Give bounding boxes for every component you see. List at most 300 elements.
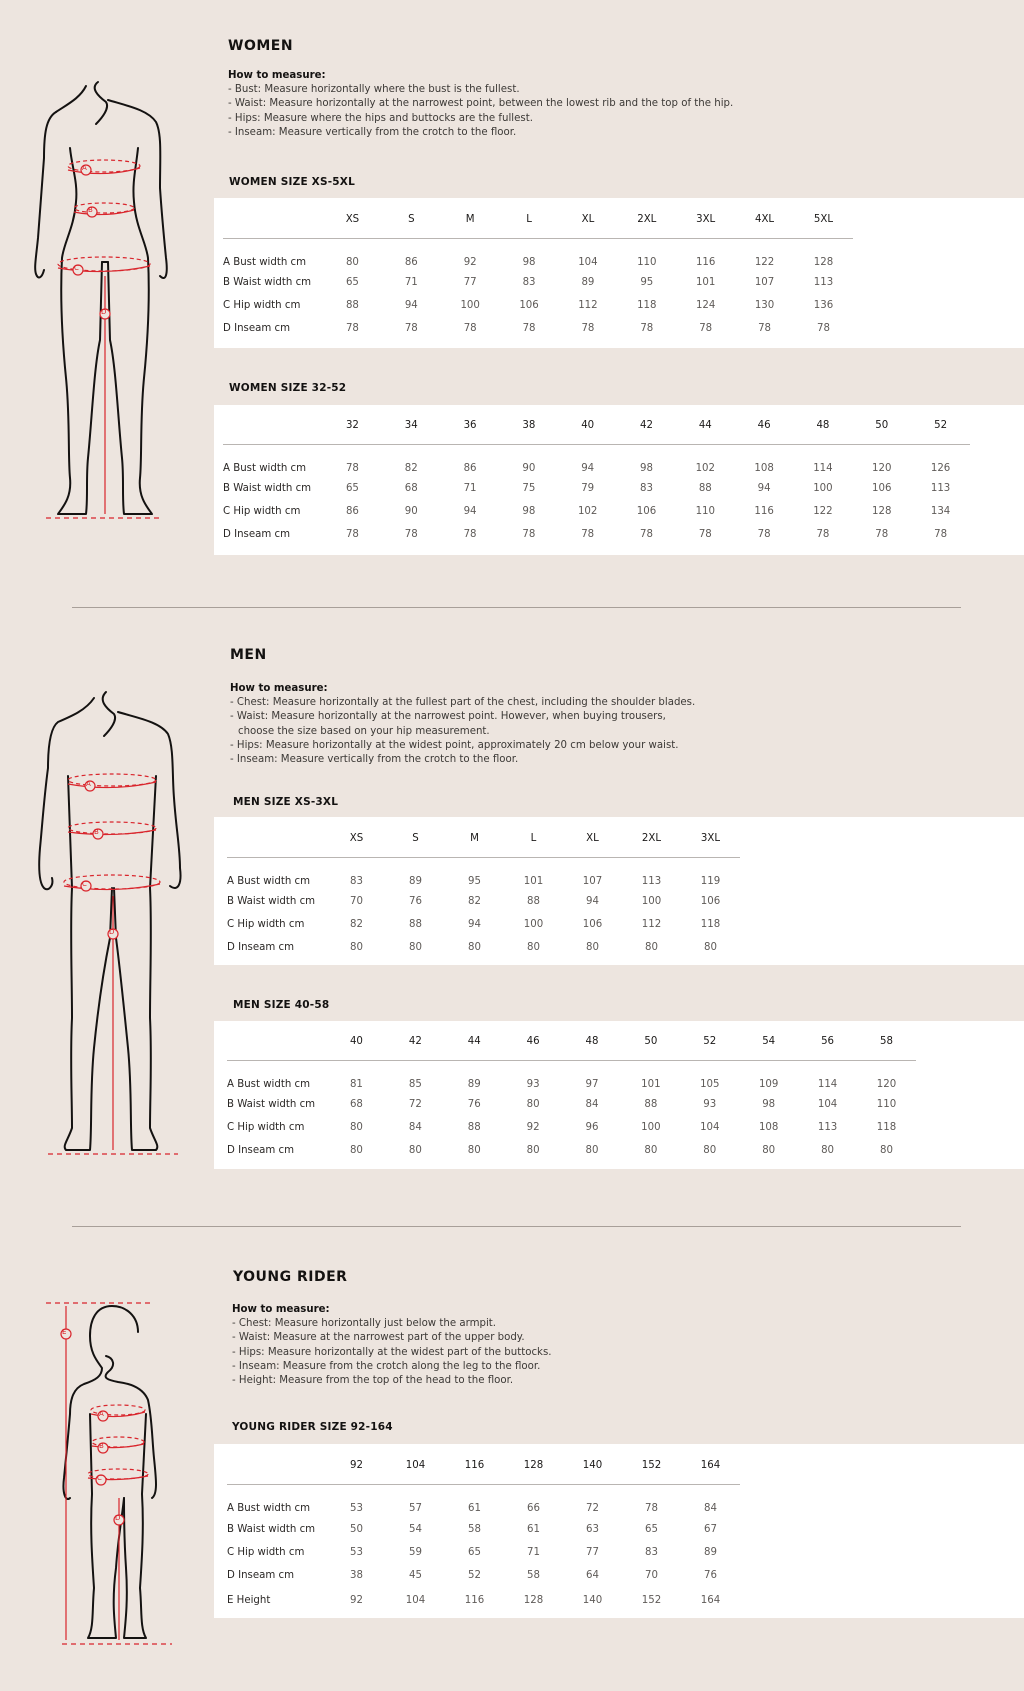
- cell: 80: [349, 1144, 363, 1156]
- cell: 108: [758, 1121, 779, 1133]
- cell: 58: [527, 1570, 540, 1581]
- cell: 78: [581, 322, 595, 334]
- table-title: WOMEN SIZE 32-52: [229, 382, 347, 394]
- cell: 83: [640, 483, 653, 494]
- cell: 80: [644, 1144, 658, 1156]
- cell: 67: [704, 1524, 717, 1535]
- young-rider-size-table-92-164: [227, 1448, 740, 1613]
- table-row: [223, 272, 853, 293]
- cell: 140: [582, 1594, 603, 1606]
- cell: 64: [586, 1570, 599, 1581]
- cell: 113: [930, 483, 951, 494]
- table-row: [227, 1518, 740, 1541]
- cell: 78: [581, 528, 595, 540]
- cell: 94: [404, 299, 418, 311]
- cell: 80: [350, 941, 363, 953]
- column-header-empty: [227, 821, 327, 857]
- cell: 53: [350, 1502, 363, 1514]
- cell: 89: [581, 277, 595, 288]
- column-header: S: [412, 833, 419, 845]
- cell: 78: [757, 528, 771, 540]
- column-header: XL: [586, 833, 599, 845]
- row-label: D Inseam cm: [227, 1570, 295, 1581]
- cell: 83: [522, 277, 536, 288]
- cell: 84: [585, 1099, 599, 1110]
- cell: 54: [409, 1524, 422, 1535]
- column-header: 42: [408, 1036, 422, 1048]
- column-header: 46: [757, 420, 771, 432]
- column-header: 116: [464, 1460, 485, 1472]
- cell: 104: [578, 256, 598, 268]
- cell: 93: [703, 1099, 717, 1110]
- table-row: [223, 317, 853, 339]
- cell: 72: [586, 1502, 599, 1514]
- column-header: M: [470, 833, 479, 845]
- how-to-heading: How to measure:: [228, 70, 326, 81]
- figure-label-b: B: [99, 1442, 104, 1450]
- how-to-heading: How to measure:: [232, 1304, 330, 1315]
- cell: 106: [519, 299, 539, 311]
- cell: 82: [404, 462, 418, 474]
- cell: 78: [645, 1502, 658, 1514]
- cell: 71: [527, 1547, 540, 1558]
- cell: 80: [880, 1144, 893, 1156]
- table-row: [223, 478, 970, 499]
- table-row: [223, 523, 970, 545]
- cell: 100: [813, 483, 833, 494]
- table-row: [227, 912, 740, 936]
- women-size-table-xs-5xl: [223, 202, 853, 339]
- cell: 80: [645, 941, 658, 953]
- table-title: MEN SIZE 40-58: [233, 999, 330, 1011]
- cell: 104: [700, 1121, 720, 1133]
- table-row: [227, 1587, 740, 1613]
- cell: 101: [641, 1078, 661, 1090]
- cell: 78: [817, 322, 830, 334]
- cell: 90: [404, 505, 418, 517]
- cell: 88: [409, 918, 422, 930]
- cell: 59: [409, 1547, 422, 1558]
- table-row: [227, 1060, 916, 1094]
- column-header: 36: [463, 420, 477, 432]
- cell: 78: [816, 528, 830, 540]
- column-header: S: [408, 214, 415, 226]
- cell: 116: [464, 1594, 485, 1606]
- column-header: 46: [526, 1036, 540, 1048]
- column-header: 50: [644, 1036, 658, 1048]
- table-row: [227, 1139, 916, 1161]
- cell: 78: [934, 528, 948, 540]
- cell: 78: [699, 322, 713, 334]
- column-header: 56: [821, 1036, 835, 1048]
- cell: 76: [467, 1099, 481, 1110]
- cell: 98: [522, 505, 536, 517]
- cell: 106: [872, 483, 892, 494]
- cell: 128: [872, 505, 892, 517]
- cell: 66: [527, 1502, 540, 1514]
- section-divider: [72, 1226, 961, 1227]
- row-label: D Inseam cm: [223, 322, 291, 334]
- cell: 110: [637, 256, 657, 268]
- cell: 80: [585, 1144, 599, 1156]
- cell: 102: [695, 462, 716, 474]
- cell: 88: [698, 483, 712, 494]
- column-header: L: [526, 214, 532, 226]
- figure-label-c: C: [82, 880, 87, 888]
- figure-label-b: B: [94, 828, 99, 836]
- table-row: [223, 238, 853, 272]
- cell: 95: [468, 875, 481, 887]
- row-label: B Waist width cm: [227, 896, 316, 907]
- row-label: B Waist width cm: [227, 1524, 316, 1535]
- section-divider: [72, 607, 961, 608]
- cell: 104: [405, 1594, 426, 1606]
- cell: 95: [640, 277, 654, 288]
- cell: 68: [404, 483, 418, 494]
- young-rider-body-figure: [40, 1298, 180, 1650]
- cell: 116: [754, 505, 774, 517]
- row-label: C Hip width cm: [223, 299, 301, 311]
- figure-label-d: D: [109, 928, 115, 936]
- cell: 108: [754, 462, 774, 474]
- cell: 83: [350, 875, 363, 887]
- cell: 112: [578, 299, 598, 311]
- cell: 65: [345, 277, 359, 288]
- cell: 113: [813, 277, 834, 288]
- cell: 124: [695, 299, 716, 311]
- cell: 80: [762, 1144, 776, 1156]
- cell: 86: [463, 462, 477, 474]
- cell: 53: [350, 1547, 363, 1558]
- cell: 78: [345, 528, 359, 540]
- column-header: 128: [523, 1460, 544, 1472]
- cell: 106: [700, 896, 721, 907]
- cell: 82: [350, 918, 363, 930]
- women-body-figure: [28, 78, 178, 524]
- table-row: [227, 1564, 740, 1587]
- row-label: A Bust width cm: [227, 1502, 311, 1514]
- cell: 86: [404, 256, 418, 268]
- cell: 72: [408, 1099, 422, 1110]
- cell: 97: [585, 1078, 599, 1090]
- cell: 114: [813, 462, 833, 474]
- cell: 78: [522, 322, 536, 334]
- cell: 110: [695, 505, 716, 517]
- figure-label-b: B: [88, 206, 93, 214]
- cell: 134: [930, 505, 951, 517]
- column-header-empty: [223, 408, 323, 444]
- row-label: A Bust width cm: [223, 462, 307, 474]
- column-header: 48: [816, 420, 830, 432]
- cell: 50: [350, 1524, 363, 1535]
- cell: 78: [345, 462, 359, 474]
- cell: 100: [523, 918, 544, 930]
- cell: 164: [700, 1594, 721, 1606]
- cell: 78: [345, 322, 359, 334]
- cell: 90: [522, 462, 536, 474]
- cell: 78: [463, 528, 477, 540]
- table-row: [227, 1094, 916, 1115]
- cell: 110: [876, 1099, 897, 1110]
- cell: 86: [345, 505, 359, 517]
- how-to-line: - Chest: Measure horizontally at the fullest part of the chest, including the shoulder blades.: [230, 697, 696, 709]
- young-rider-section-title: YOUNG RIDER: [233, 1269, 348, 1285]
- figure-label-a: A: [82, 164, 87, 172]
- cell: 113: [817, 1121, 838, 1133]
- column-header-empty: [223, 202, 323, 238]
- cell: 116: [695, 256, 716, 268]
- cell: 84: [408, 1121, 422, 1133]
- cell: 112: [641, 918, 662, 930]
- cell: 94: [463, 505, 477, 517]
- table-row: [227, 1115, 916, 1139]
- cell: 118: [700, 918, 721, 930]
- cell: 45: [409, 1570, 422, 1581]
- how-to-line: - Inseam: Measure vertically from the crotch to the floor.: [230, 754, 519, 766]
- figure-label-c: C: [74, 264, 79, 272]
- row-label: A Bust width cm: [223, 256, 307, 268]
- cell: 52: [468, 1570, 481, 1581]
- women-section-title: WOMEN: [228, 38, 294, 54]
- cell: 84: [704, 1502, 717, 1514]
- how-to-line: - Waist: Measure horizontally at the narrowest point, between the lowest rib and the top of the hip.: [228, 98, 734, 110]
- row-label: D Inseam cm: [227, 1144, 295, 1156]
- cell: 57: [409, 1502, 422, 1514]
- cell: 61: [527, 1524, 540, 1535]
- how-to-line: - Height: Measure from the top of the head to the floor.: [232, 1375, 514, 1387]
- figure-label-a: A: [86, 780, 91, 788]
- cell: 78: [463, 322, 477, 334]
- column-header: 104: [405, 1460, 426, 1472]
- column-header: 164: [700, 1460, 721, 1472]
- column-header: 2XL: [641, 833, 662, 845]
- cell: 128: [523, 1594, 544, 1606]
- column-header: 3XL: [700, 833, 721, 845]
- cell: 76: [409, 896, 422, 907]
- men-section-title: MEN: [230, 647, 267, 663]
- cell: 63: [586, 1524, 599, 1535]
- cell: 89: [467, 1078, 481, 1090]
- how-to-line: - Waist: Measure horizontally at the narrowest point. However, when buying trousers,: [230, 711, 666, 723]
- cell: 80: [409, 941, 422, 953]
- cell: 118: [876, 1121, 897, 1133]
- table-row: [227, 936, 740, 958]
- cell: 122: [813, 505, 833, 517]
- cell: 94: [586, 896, 599, 907]
- figure-label-e: E: [62, 1328, 67, 1336]
- cell: 94: [468, 918, 481, 930]
- cell: 152: [641, 1594, 662, 1606]
- cell: 71: [404, 277, 418, 288]
- cell: 92: [526, 1121, 540, 1133]
- women-how-to-measure: [228, 69, 733, 140]
- cell: 113: [641, 875, 662, 887]
- row-label: C Hip width cm: [223, 505, 301, 517]
- column-header: 44: [698, 420, 712, 432]
- column-header: 40: [581, 420, 595, 432]
- how-to-line: - Chest: Measure horizontally just below the armpit.: [232, 1318, 497, 1330]
- cell: 101: [695, 277, 716, 288]
- cell: 122: [754, 256, 775, 268]
- cell: 120: [876, 1078, 897, 1090]
- cell: 120: [872, 462, 892, 474]
- cell: 58: [468, 1524, 481, 1535]
- table-title: YOUNG RIDER SIZE 92-164: [232, 1421, 393, 1433]
- column-header: 5XL: [813, 214, 834, 226]
- column-header: 42: [640, 420, 653, 432]
- cell: 77: [463, 277, 477, 288]
- cell: 78: [404, 322, 418, 334]
- cell: 80: [821, 1144, 835, 1156]
- cell: 126: [930, 462, 951, 474]
- row-label: D Inseam cm: [223, 528, 291, 540]
- column-header: 54: [762, 1036, 776, 1048]
- cell: 61: [468, 1502, 481, 1514]
- cell: 100: [641, 1121, 661, 1133]
- cell: 100: [460, 299, 480, 311]
- cell: 83: [645, 1547, 658, 1558]
- table-title: MEN SIZE XS-3XL: [233, 796, 339, 808]
- cell: 78: [640, 322, 654, 334]
- cell: 106: [636, 505, 657, 517]
- figure-label-a: A: [99, 1410, 104, 1418]
- cell: 77: [586, 1547, 599, 1558]
- column-header: 50: [875, 420, 889, 432]
- cell: 119: [700, 875, 721, 887]
- cell: 98: [522, 256, 536, 268]
- cell: 79: [581, 483, 595, 494]
- cell: 100: [641, 896, 662, 907]
- cell: 78: [758, 322, 772, 334]
- cell: 82: [468, 896, 481, 907]
- column-header: 3XL: [696, 214, 716, 226]
- cell: 80: [408, 1144, 422, 1156]
- column-header: 48: [585, 1036, 599, 1048]
- young-rider-how-to-measure: [232, 1303, 552, 1388]
- cell: 109: [758, 1078, 779, 1090]
- how-to-heading: How to measure:: [230, 683, 328, 694]
- cell: 81: [349, 1078, 363, 1090]
- cell: 75: [522, 483, 536, 494]
- cell: 88: [345, 299, 359, 311]
- cell: 89: [409, 875, 422, 887]
- cell: 128: [813, 256, 834, 268]
- column-header: 92: [350, 1460, 363, 1472]
- cell: 78: [640, 528, 653, 540]
- table-title: WOMEN SIZE XS-5XL: [229, 176, 355, 188]
- cell: 80: [704, 941, 717, 953]
- column-header: 2XL: [637, 214, 657, 226]
- table-row: [223, 499, 970, 523]
- cell: 92: [463, 256, 477, 268]
- cell: 136: [813, 299, 834, 311]
- cell: 101: [523, 875, 544, 887]
- row-label: B Waist width cm: [223, 483, 312, 494]
- men-how-to-measure: [230, 682, 695, 767]
- cell: 107: [754, 277, 775, 288]
- cell: 80: [703, 1144, 717, 1156]
- cell: 85: [408, 1078, 422, 1090]
- men-size-table-40-58: [227, 1024, 916, 1161]
- cell: 38: [350, 1570, 363, 1581]
- cell: 106: [582, 918, 603, 930]
- column-header: M: [465, 214, 475, 226]
- column-header: XL: [581, 214, 595, 226]
- cell: 94: [757, 483, 771, 494]
- cell: 70: [645, 1570, 658, 1581]
- cell: 80: [527, 941, 540, 953]
- row-label: A Bust width cm: [227, 1078, 311, 1090]
- cell: 76: [704, 1570, 717, 1581]
- cell: 80: [345, 256, 359, 268]
- row-label: A Bust width cm: [227, 875, 311, 887]
- cell: 80: [526, 1144, 540, 1156]
- column-header-empty: [227, 1024, 327, 1060]
- cell: 78: [522, 528, 536, 540]
- column-header: XS: [345, 214, 360, 226]
- column-header: 38: [522, 420, 536, 432]
- table-row: [227, 857, 740, 891]
- cell: 88: [644, 1099, 658, 1110]
- row-label: C Hip width cm: [227, 1121, 305, 1133]
- cell: 80: [526, 1099, 540, 1110]
- column-header: 152: [641, 1460, 662, 1472]
- column-header-empty: [227, 1448, 327, 1484]
- cell: 96: [585, 1121, 599, 1133]
- column-header: 140: [582, 1460, 603, 1472]
- column-header: L: [530, 833, 537, 845]
- cell: 94: [581, 462, 595, 474]
- cell: 92: [350, 1594, 363, 1606]
- column-header: XS: [349, 833, 364, 845]
- cell: 80: [468, 941, 481, 953]
- table-row: [227, 1484, 740, 1518]
- column-header: 40: [349, 1036, 363, 1048]
- row-label: E Height: [227, 1594, 271, 1606]
- column-header: 52: [703, 1036, 717, 1048]
- cell: 89: [704, 1547, 717, 1558]
- cell: 70: [350, 896, 363, 907]
- cell: 80: [467, 1144, 481, 1156]
- cell: 105: [700, 1078, 720, 1090]
- how-to-line: - Hips: Measure horizontally at the widest point, approximately 20 cm below your waist.: [230, 739, 679, 751]
- cell: 130: [754, 299, 775, 311]
- cell: 88: [467, 1121, 481, 1133]
- how-to-line: - Hips: Measure where the hips and buttocks are the fullest.: [228, 112, 533, 124]
- cell: 78: [698, 528, 712, 540]
- cell: 104: [817, 1099, 838, 1110]
- how-to-line: - Inseam: Measure vertically from the crotch to the floor.: [228, 126, 517, 138]
- cell: 118: [637, 299, 657, 311]
- figure-label-d: D: [101, 308, 107, 316]
- column-header: 32: [345, 420, 359, 432]
- women-size-table-32-52: [223, 408, 970, 545]
- cell: 78: [875, 528, 889, 540]
- row-label: B Waist width cm: [223, 277, 312, 288]
- cell: 71: [463, 483, 477, 494]
- table-row: [227, 1541, 740, 1564]
- how-to-line: - Bust: Measure horizontally where the bust is the fullest.: [228, 84, 520, 96]
- how-to-line: - Hips: Measure horizontally at the widest part of the buttocks.: [232, 1346, 552, 1358]
- figure-label-d: D: [115, 1514, 121, 1522]
- row-label: D Inseam cm: [227, 941, 295, 953]
- figure-label-c: C: [97, 1474, 102, 1482]
- how-to-line: - Inseam: Measure from the crotch along the leg to the floor.: [232, 1360, 541, 1372]
- cell: 65: [645, 1524, 658, 1535]
- column-header: 34: [404, 420, 418, 432]
- cell: 114: [817, 1078, 838, 1090]
- how-to-line: choose the size based on your hip measurement.: [238, 725, 490, 737]
